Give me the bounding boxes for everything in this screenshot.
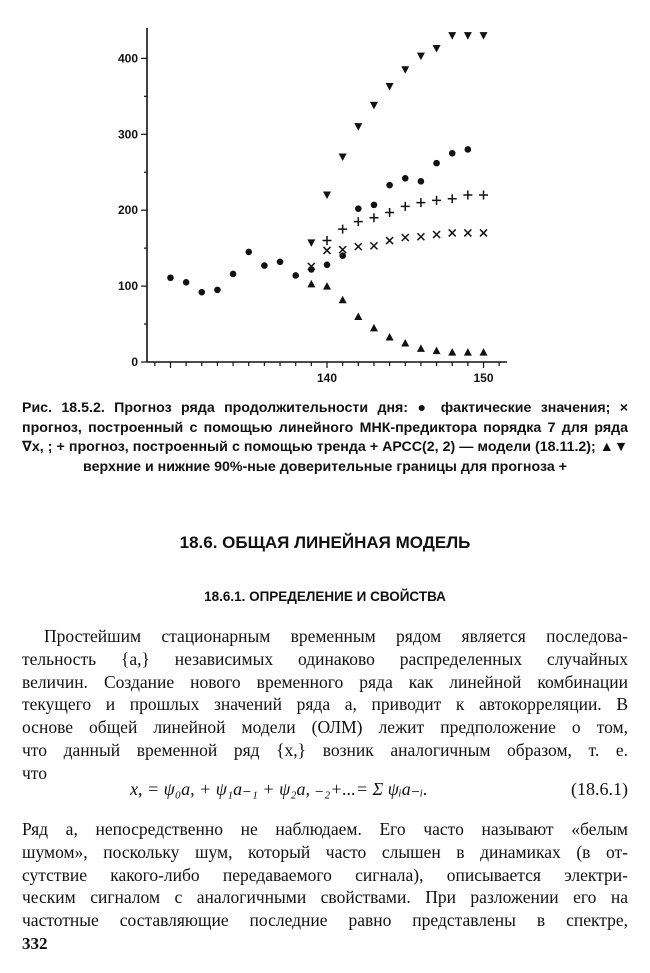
x-tick-label: 150 <box>473 371 494 385</box>
figure-caption: Рис. 18.5.2. Прогноз ряда продолжительности дня: ● фактические значения; × прогноз, построенный с помощью линейного МНК-предиктора порядка 7 для ряда ∇x, ; + прогноз, построенный с помощью тренда + АРСС(2, 2) — модели (18.11.2); ▲▼ верхние и нижние 90%-ные доверительные границы для прогноза + <box>22 400 628 475</box>
data-point-actual <box>371 202 378 209</box>
data-point-actual <box>402 175 409 182</box>
data-point-lsq-forecast <box>339 246 346 253</box>
data-point-lower-bound <box>354 312 362 320</box>
equation-18-6-1 <box>22 776 628 810</box>
data-point-lower-bound <box>307 280 315 288</box>
data-point-arma-forecast <box>448 194 457 203</box>
paragraph-line: тельность {a,} независимых одинаково распределенных случайных <box>22 648 628 669</box>
series-dot <box>167 146 471 295</box>
y-tick-label: 0 <box>131 355 138 369</box>
data-point-lower-bound <box>323 282 331 290</box>
paragraph-line: что данный временной ряд {x,} возник аналогичным образом, т. е. <box>22 739 628 760</box>
data-point-actual <box>214 287 221 294</box>
data-point-arma-forecast <box>479 191 488 200</box>
data-point-upper-bound <box>370 102 378 110</box>
data-point-lower-bound <box>401 339 409 347</box>
data-point-actual <box>324 262 331 269</box>
paragraph-line: сутствие какого-либо передаваемого сигнала), описывается электри- <box>22 864 628 885</box>
data-point-arma-forecast <box>354 217 363 226</box>
data-point-arma-forecast <box>338 225 347 234</box>
subsection-title: 18.6.1. ОПРЕДЕЛЕНИЕ И СВОЙСТВА <box>204 589 446 604</box>
y-tick-label: 200 <box>117 203 138 218</box>
data-point-actual <box>277 259 284 266</box>
section-title: 18.6. ОБЩАЯ ЛИНЕЙНАЯ МОДЕЛЬ <box>179 533 471 552</box>
data-point-lsq-forecast <box>480 229 487 236</box>
data-point-lsq-forecast <box>449 229 456 236</box>
data-point-arma-forecast <box>369 213 378 222</box>
data-point-actual <box>418 178 425 185</box>
paragraph-line: частотные составляющие последние равно представлены в спектре, <box>22 910 628 931</box>
series-triangle-up <box>307 280 487 356</box>
y-tick-label: 400 <box>117 51 138 66</box>
paragraph-line: шумом», поскольку шум, который часто слышен в динамиках (в от- <box>22 841 628 862</box>
y-tick-label: 100 <box>117 279 138 294</box>
data-point-actual <box>198 289 205 296</box>
paragraph-line: основе общей линейной модели (ОЛМ) лежит предположение о том, <box>22 717 628 738</box>
data-point-lsq-forecast <box>433 231 440 238</box>
data-point-arma-forecast <box>401 202 410 211</box>
data-point-upper-bound <box>307 239 315 247</box>
data-point-upper-bound <box>448 32 456 40</box>
equation-expression: x, = ψ₀a, + ψ₁a₋₁ + ψ₂a, ₋₂+...= Σ ψᵢa₋ᵢ. <box>130 779 428 799</box>
data-point-arma-forecast <box>385 208 394 217</box>
data-point-lower-bound <box>480 348 488 356</box>
data-point-actual <box>292 272 299 279</box>
data-point-upper-bound <box>464 32 472 40</box>
data-point-upper-bound <box>386 83 394 91</box>
data-point-lower-bound <box>464 348 472 356</box>
data-point-lower-bound <box>433 347 441 355</box>
data-point-upper-bound <box>323 192 331 200</box>
data-point-lsq-forecast <box>402 234 409 241</box>
data-point-upper-bound <box>433 45 441 53</box>
paragraph-line: ческим сигналом с аналогичными свойствами. При разложении его на <box>22 887 628 908</box>
data-point-upper-bound <box>401 66 409 74</box>
data-point-lsq-forecast <box>386 237 393 244</box>
data-point-upper-bound <box>354 123 362 131</box>
data-point-lower-bound <box>448 348 456 356</box>
data-point-lsq-forecast <box>355 243 362 250</box>
scatter-chart <box>0 0 650 395</box>
paragraph-line: величин. Создание нового временного ряда как линейной комбинации <box>22 671 628 692</box>
data-point-lsq-forecast <box>324 247 331 254</box>
data-point-actual <box>339 252 346 259</box>
data-point-lower-bound <box>417 344 425 352</box>
paragraph-line: что <box>22 762 47 783</box>
data-point-lsq-forecast <box>370 242 377 249</box>
data-point-arma-forecast <box>463 191 472 200</box>
x-tick-label: 140 <box>316 371 338 385</box>
paragraph-line: текущего и прошлых значений ряда a, приводит к автокорреляции. В <box>22 694 628 715</box>
chart-axes <box>118 28 507 385</box>
data-point-actual <box>230 271 237 278</box>
data-point-arma-forecast <box>323 236 332 245</box>
data-point-lower-bound <box>339 296 347 304</box>
data-point-upper-bound <box>417 53 425 61</box>
data-point-upper-bound <box>339 154 347 162</box>
data-point-actual <box>433 160 440 167</box>
paragraph-1 <box>22 625 628 785</box>
data-point-actual <box>245 249 252 256</box>
page-number: 332 <box>22 934 48 953</box>
data-point-actual <box>355 205 362 212</box>
data-point-lower-bound <box>370 324 378 332</box>
data-point-arma-forecast <box>432 196 441 205</box>
data-point-actual <box>183 279 190 286</box>
equation-number: (18.6.1) <box>571 779 628 799</box>
data-point-actual <box>386 182 393 189</box>
data-point-lsq-forecast <box>464 229 471 236</box>
data-point-actual <box>167 274 174 281</box>
data-point-upper-bound <box>480 32 488 40</box>
data-point-arma-forecast <box>416 198 425 207</box>
data-point-actual <box>465 146 472 153</box>
y-tick-label: 300 <box>117 127 138 142</box>
data-point-actual <box>449 150 456 157</box>
data-point-lower-bound <box>386 333 394 341</box>
paragraph-2 <box>22 818 628 932</box>
data-point-actual <box>261 262 268 269</box>
series-x <box>308 229 487 269</box>
paragraph-line: Ряд a, непосредственно не наблюдаем. Его часто называют «белым <box>22 819 628 839</box>
chart-marks <box>167 32 488 356</box>
paragraph-line: Простейшим стационарным временным рядом является последова- <box>44 626 628 646</box>
series-triangle-down <box>307 32 487 247</box>
data-point-lsq-forecast <box>417 233 424 240</box>
